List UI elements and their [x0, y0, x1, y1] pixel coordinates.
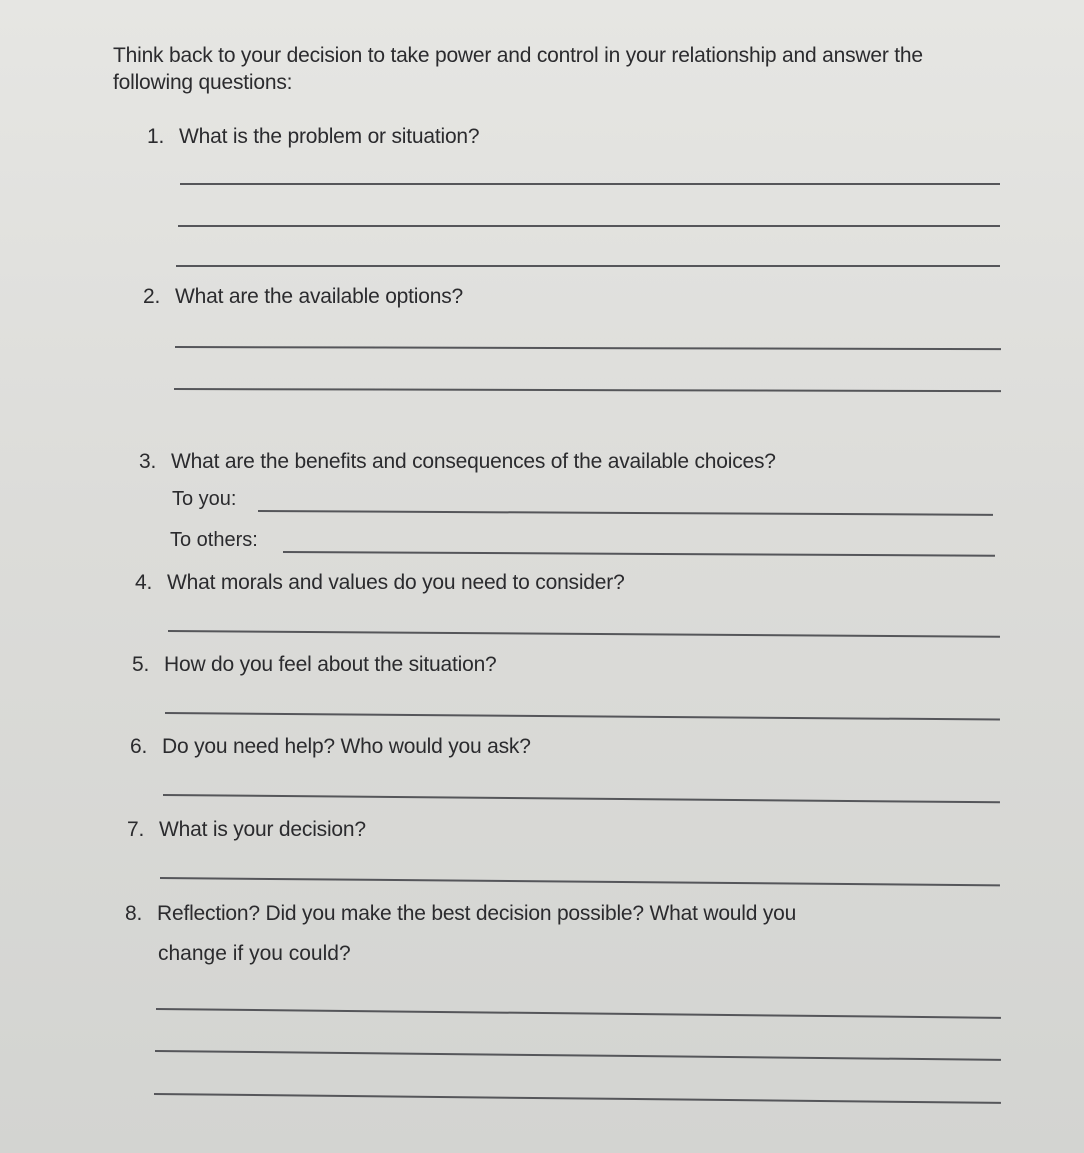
to-you-answer-line[interactable] [258, 510, 993, 516]
answer-line[interactable] [160, 877, 1000, 886]
question-5 [132, 652, 497, 678]
answer-line[interactable] [176, 265, 1000, 267]
question-text: What is the problem or situation? [179, 125, 480, 148]
question-number: 2. [143, 285, 161, 308]
question-4 [135, 570, 625, 596]
answer-line[interactable] [163, 794, 1000, 803]
question-number: 8. [125, 902, 143, 925]
question-7 [127, 817, 366, 843]
question-number: 6. [130, 735, 148, 758]
question-number: 4. [135, 571, 153, 594]
answer-line[interactable] [180, 183, 1000, 185]
answer-line[interactable] [174, 388, 1001, 392]
question-text: Do you need help? Who would you ask? [162, 735, 531, 758]
answer-line[interactable] [178, 225, 1000, 227]
question-8-continuation: change if you could? [158, 942, 351, 965]
question-number: 7. [127, 818, 145, 841]
question-text: How do you feel about the situation? [164, 653, 497, 676]
question-number: 5. [132, 653, 150, 676]
answer-line[interactable] [175, 346, 1001, 350]
question-8 [125, 901, 796, 927]
worksheet-intro: Think back to your decision to take power and control in your relationship and answer the following questions: [113, 44, 923, 94]
answer-line[interactable] [154, 1093, 1001, 1104]
question-6 [130, 734, 531, 760]
question-text: Reflection? Did you make the best decision possible? What would you [157, 902, 797, 925]
to-others-label: To others: [170, 529, 258, 551]
question-1 [147, 124, 479, 150]
answer-line[interactable] [168, 630, 1000, 638]
question-2 [143, 284, 463, 310]
question-number: 3. [139, 450, 157, 473]
answer-line[interactable] [156, 1008, 1001, 1019]
question-text: What morals and values do you need to consider? [167, 571, 625, 594]
question-3 [139, 449, 776, 475]
question-text: What are the available options? [175, 285, 463, 308]
answer-line[interactable] [165, 712, 1000, 721]
question-text: What is your decision? [159, 818, 366, 841]
to-others-answer-line[interactable] [283, 551, 995, 557]
question-text: What are the benefits and consequences of the available choices? [171, 450, 776, 473]
question-number: 1. [147, 125, 165, 148]
to-you-label: To you: [172, 488, 237, 510]
answer-line[interactable] [155, 1050, 1001, 1061]
